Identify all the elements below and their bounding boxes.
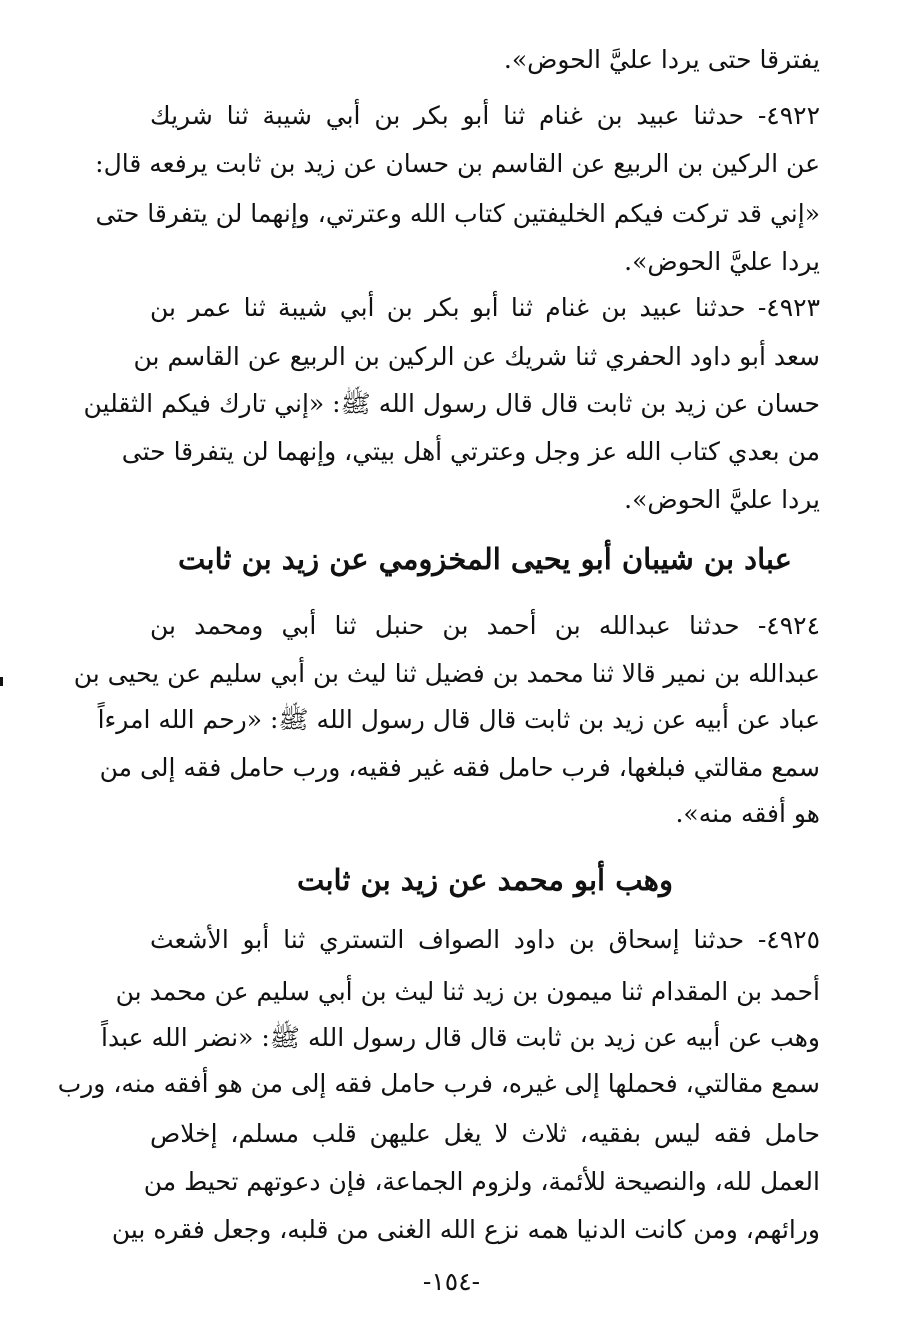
text-line: حامل فقه ليس بفقيه، ثلاث لا يغل عليهن قلب مسلم، إخلاص bbox=[150, 1119, 820, 1148]
text-line: العمل لله، والنصيحة للأئمة، ولزوم الجماعة، فإن دعوتهم تحيط من bbox=[143, 1167, 820, 1196]
text-line: وهب عن أبيه عن زيد بن ثابت قال قال رسول الله ﷺ: «نضر الله عبداً bbox=[101, 1023, 820, 1052]
hadith-4923-line: ٤٩٢٣- حدثنا عبيد بن غنام ثنا أبو بكر بن أبي شيبة ثنا عمر بن bbox=[150, 293, 820, 322]
text-line: يردا عليَّ الحوض». bbox=[624, 247, 820, 276]
margin-mark bbox=[0, 677, 3, 686]
text-line: هو أفقه منه». bbox=[675, 799, 820, 828]
text-line: ورائهم، ومن كانت الدنيا همه نزع الله الغنى من قلبه، وجعل فقره بين bbox=[111, 1215, 820, 1244]
text-line: سمع مقالتي فبلغها، فرب حامل فقه غير فقيه، ورب حامل فقه إلى من bbox=[99, 753, 820, 782]
text-line: عبدالله بن نمير قالا ثنا محمد بن فضيل ثنا ليث بن أبي سليم عن يحيى بن bbox=[73, 659, 820, 688]
hadith-4922-line: ٤٩٢٢- حدثنا عبيد بن غنام ثنا أبو بكر بن أبي شيبة ثنا شريك bbox=[150, 101, 820, 130]
text-line: سعد أبو داود الحفري ثنا شريك عن الركين بن الربيع عن القاسم بن bbox=[133, 342, 820, 371]
document-page bbox=[57, 20, 820, 1320]
text-line: «إني قد تركت فيكم الخليفتين كتاب الله وعترتي، وإنهما لن يتفرقا حتى bbox=[95, 199, 820, 228]
page-number: -١٥٤- bbox=[422, 1267, 481, 1296]
text-line: سمع مقالتي، فحملها إلى غيره، فرب حامل فقه إلى من هو أفقه منه، ورب bbox=[57, 1069, 820, 1098]
text-line: عن الركين بن الربيع عن القاسم بن حسان عن زيد بن ثابت يرفعه قال: bbox=[95, 149, 820, 178]
text-line: من بعدي كتاب الله عز وجل وعترتي أهل بيتي، وإنهما لن يتفرقا حتى bbox=[121, 437, 820, 466]
section-heading: عباد بن شيبان أبو يحيى المخزومي عن زيد بن ثابت bbox=[178, 542, 792, 576]
text-line: حسان عن زيد بن ثابت قال قال رسول الله ﷺ: «إني تارك فيكم الثقلين bbox=[83, 389, 820, 418]
section-heading: وهب أبو محمد عن زيد بن ثابت bbox=[297, 863, 673, 897]
hadith-4925-line: ٤٩٢٥- حدثنا إسحاق بن داود الصواف التستري ثنا أبو الأشعث bbox=[150, 925, 820, 954]
text-line: عباد عن أبيه عن زيد بن ثابت قال قال رسول الله ﷺ: «رحم الله امرءاً bbox=[97, 705, 820, 734]
text-line: يفترقا حتى يردا عليَّ الحوض». bbox=[503, 45, 820, 74]
text-line: يردا عليَّ الحوض». bbox=[624, 485, 820, 514]
text-line: أحمد بن المقدام ثنا ميمون بن زيد ثنا ليث بن أبي سليم عن محمد بن bbox=[115, 977, 820, 1006]
hadith-4924-line: ٤٩٢٤- حدثنا عبدالله بن أحمد بن حنبل ثنا أبي ومحمد بن bbox=[150, 611, 820, 640]
